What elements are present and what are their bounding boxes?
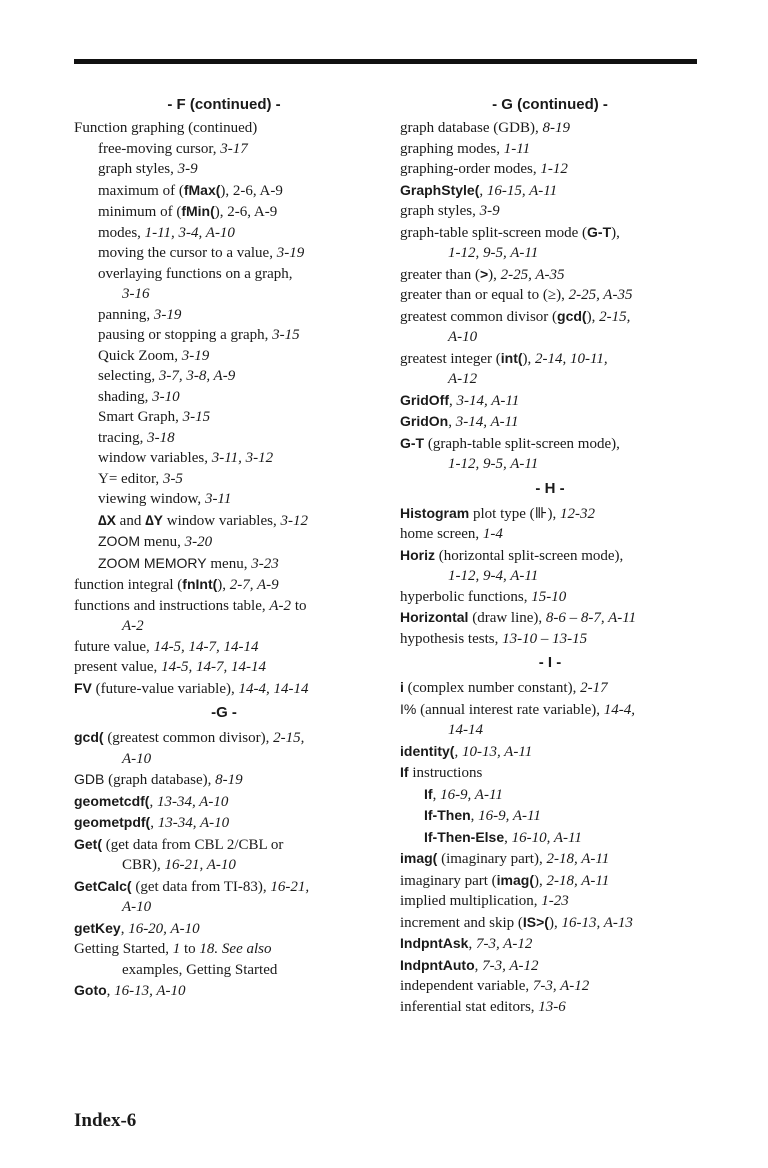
index-entry: [74, 284, 374, 305]
entry-text: functions and instructions table,: [74, 597, 270, 614]
index-entry: [400, 159, 700, 180]
page-ref: 1-23: [541, 893, 569, 909]
page-ref: 13-6: [538, 998, 566, 1015]
page-ref: 3-11: [204, 491, 232, 507]
page-ref: 3-19: [153, 306, 182, 323]
entry-text: independent variable,: [400, 978, 533, 994]
entry-text: implied multiplication,: [400, 893, 542, 909]
keyword: Horizontal: [400, 609, 469, 625]
page-ref: 14-4, 14-14: [238, 680, 309, 697]
keyword: G-T: [400, 434, 425, 451]
page-ref: 16-15, A-11: [486, 182, 558, 199]
index-entry: [74, 531, 374, 553]
index-entry: [400, 805, 700, 827]
index-entry: [400, 870, 700, 892]
entry-text: ,: [470, 808, 479, 824]
page-ref: 7-3, A-12: [532, 978, 590, 994]
entry-text: Quick Zoom,: [98, 347, 182, 364]
index-entry: [400, 390, 700, 412]
entry-text: overlaying functions on a graph,: [98, 265, 293, 282]
index-entry: [74, 201, 374, 223]
entry-text: ,: [448, 414, 456, 430]
entry-text: Y= editor,: [98, 470, 163, 487]
page-ref: 3-10: [152, 388, 180, 405]
index-list: [400, 677, 700, 1017]
entry-text: graphing-order modes,: [400, 161, 541, 177]
entry-text: greater than (: [400, 266, 480, 283]
keyword: ∆X: [98, 511, 116, 528]
page-ref: 3-12: [280, 512, 308, 529]
index-entry: [400, 997, 700, 1018]
index-entry: [400, 180, 700, 202]
entry-text: ,: [106, 983, 115, 999]
index-entry: [400, 699, 700, 721]
entry-text: (draw line),: [468, 610, 546, 626]
index-entry: [74, 876, 374, 898]
entry-text: ),: [547, 505, 561, 522]
entry-text: selecting,: [98, 368, 159, 384]
index-entry: [400, 118, 700, 139]
index-entry: [400, 784, 700, 806]
index-entry: [74, 264, 374, 285]
page-ref: 3-20: [184, 534, 213, 550]
entry-text: hypothesis tests,: [400, 630, 503, 647]
keyword: geometcdf(: [74, 792, 150, 809]
page-ref: 3-14, A-11: [456, 392, 520, 409]
entry-text: hyperbolic functions,: [400, 588, 532, 605]
index-entry: [400, 369, 700, 390]
entry-text: instructions: [408, 765, 483, 781]
index-list: [400, 118, 700, 475]
entry-text: to: [291, 597, 307, 614]
page-ref: 1-11, 3-4, A-10: [144, 224, 235, 241]
index-entry: [400, 848, 700, 870]
page-ref: 13-34, A-10: [156, 793, 229, 810]
entry-text: ,: [120, 920, 129, 937]
entry-text: greatest common divisor (: [400, 308, 558, 325]
top-rule: [74, 59, 697, 64]
page-ref: 2-15,: [599, 308, 631, 325]
left-column: [74, 94, 374, 1002]
index-entry: [74, 897, 374, 918]
keyword: int(: [500, 349, 523, 366]
entry-text: ,: [468, 936, 476, 952]
index-entry: [400, 201, 700, 222]
keyword: If-Then-Else: [424, 828, 505, 845]
entry-text: (complex number constant),: [403, 680, 581, 696]
page-ref: A-10: [448, 329, 478, 345]
keyword: Histogram: [400, 504, 470, 521]
section-heading: - I -: [538, 654, 562, 671]
entry-text: window variables,: [162, 512, 281, 529]
entry-text: greater than or equal to (≥),: [400, 287, 569, 303]
entry-text: Smart Graph,: [98, 409, 183, 425]
index-entry: [74, 223, 374, 244]
page-ref: 14-14: [448, 722, 483, 738]
entry-text: ),: [533, 872, 547, 889]
index-entry: [74, 366, 374, 387]
entry-text: ),: [522, 350, 536, 367]
keyword: IndpntAuto: [400, 956, 475, 973]
page-ref: 8-19: [542, 120, 570, 136]
index-entry: [74, 637, 374, 658]
entry-text: (get data from CBL 2/CBL or: [102, 836, 284, 853]
page-ref: 7-3, A-12: [475, 936, 533, 952]
page-ref: 8-6 – 8-7, A-11: [545, 610, 637, 626]
index-entry: [400, 741, 700, 763]
index-entry: [400, 503, 700, 525]
keyword: identity(: [400, 742, 455, 759]
page-ref: 3-15: [272, 327, 300, 343]
entry-text: (annual interest rate variable),: [416, 701, 604, 718]
section-heading: -G -: [211, 704, 237, 721]
page-ref: A-10: [122, 750, 152, 767]
entry-text: Function graphing (continued): [74, 120, 258, 136]
entry-text: ,: [474, 957, 483, 974]
entry-text: ), 2-6, A-9: [214, 204, 278, 220]
keyword: If: [400, 764, 409, 780]
entry-text: ⊪: [534, 505, 548, 522]
keyword: FV: [74, 679, 92, 696]
page-footer: Index-6: [74, 1110, 137, 1131]
index-entry: [74, 428, 374, 449]
page-ref: 16-9, A-11: [440, 786, 503, 803]
page-ref: 16-10, A-11: [511, 829, 582, 846]
page-ref: 16-20, A-10: [128, 920, 200, 937]
keyword: GridOn: [400, 413, 449, 429]
page-ref: 3-17: [220, 140, 248, 157]
page-ref: 3-19: [276, 245, 305, 261]
entry-text: graph styles,: [400, 203, 480, 219]
entry-text: (graph-table split-screen mode),: [424, 435, 620, 452]
entry-text: ,: [479, 182, 487, 199]
index-entry: [74, 657, 374, 678]
entry-text: moving the cursor to a value,: [98, 245, 277, 261]
entry-text: ,: [504, 829, 512, 846]
page-ref: 13-34, A-10: [157, 815, 230, 831]
index-entry: [400, 433, 700, 455]
keyword: GraphStyle(: [400, 181, 480, 198]
entry-text: shading,: [98, 388, 153, 405]
index-entry: [74, 769, 374, 791]
keyword: GridOff: [400, 391, 449, 408]
section-heading: - G (continued) -: [492, 96, 608, 113]
page-ref: 1: [172, 941, 181, 957]
page-ref: 10-13, A-11: [461, 743, 533, 760]
entry-text: GDB: [74, 771, 105, 787]
index-entry: [400, 955, 700, 977]
index-entry: [74, 749, 374, 770]
index-entry: [74, 791, 374, 813]
index-entry: [74, 139, 374, 160]
page-ref: 16-9, A-11: [478, 808, 541, 824]
keyword: imag(: [496, 871, 534, 888]
index-entry: [74, 727, 374, 749]
index-entry: [74, 243, 374, 264]
entry-text: present value,: [74, 659, 162, 675]
keyword: fnInt(: [182, 576, 218, 592]
entry-text: ZOOM MEMORY: [98, 554, 207, 571]
index-entry: [74, 407, 374, 428]
keyword: GetCalc(: [74, 877, 132, 894]
keyword: gcd(: [74, 729, 104, 745]
index-entry: [400, 587, 700, 608]
page-ref: 14-4,: [603, 701, 635, 718]
page-ref: 2-25, A-35: [500, 266, 565, 283]
index-entry: [400, 827, 700, 849]
index-entry: [400, 566, 700, 587]
index-entry: [400, 607, 700, 629]
entry-text: (future-value variable),: [91, 680, 239, 697]
entry-text: to: [180, 941, 200, 957]
entry-text: (get data from TI-83),: [131, 878, 271, 895]
entry-text: ),: [611, 224, 620, 241]
page-ref: 3-11, 3-12: [211, 450, 274, 466]
page-ref: A-2: [122, 618, 144, 634]
page-ref: A-12: [448, 371, 478, 387]
entry-text: greatest integer (: [400, 350, 501, 367]
index-entry: [74, 574, 374, 596]
entry-text: ),: [586, 308, 600, 325]
index-entry: [400, 933, 700, 955]
section-heading: - H -: [535, 479, 565, 497]
index-entry: [74, 489, 374, 510]
entry-text: ),: [488, 266, 501, 283]
entry-text: I%: [400, 700, 417, 717]
index-entry: [74, 855, 374, 876]
index-entry: [74, 325, 374, 346]
index-entry: [74, 159, 374, 180]
page-ref: 3-7, 3-8, A-9: [158, 368, 236, 384]
index-entry: [400, 720, 700, 741]
entry-text: graph-table split-screen mode (: [400, 224, 588, 241]
keyword: fMax(: [183, 181, 221, 198]
index-entry: [400, 327, 700, 348]
index-entry: [400, 976, 700, 997]
page-ref: 3-15: [182, 409, 211, 425]
page-ref: A-10: [122, 899, 152, 915]
entry-text: Getting Started,: [74, 941, 173, 957]
page-ref: 2-14, 10-11,: [535, 350, 608, 367]
index-entry: [400, 222, 700, 244]
page-ref: 14-5, 14-7, 14-14: [153, 638, 259, 655]
index-entry: [400, 243, 700, 264]
index-entry: [400, 139, 700, 160]
page-ref: 2-7, A-9: [229, 577, 279, 593]
index-entry: [74, 596, 374, 617]
index-entry: [74, 939, 374, 960]
keyword: gcd(: [557, 307, 587, 324]
index-entry: [74, 448, 374, 469]
entry-text: function integral (: [74, 577, 183, 593]
keyword: G-T: [587, 223, 612, 240]
entry-text: ZOOM: [98, 533, 140, 549]
page-ref: 3-23: [251, 555, 279, 572]
right-column: [400, 94, 700, 1017]
page-ref: 3-14, A-11: [455, 414, 519, 430]
page-ref: 16-13, A-13: [561, 914, 633, 931]
page-ref: 16-21, A-10: [164, 857, 236, 873]
index-entry: [74, 387, 374, 408]
keyword: Get(: [74, 835, 102, 852]
index-entry: [74, 960, 374, 981]
entry-text: graphing modes,: [400, 140, 504, 157]
page-ref: 1-4: [482, 526, 503, 542]
entry-text: ,: [449, 392, 457, 409]
entry-text: free-moving cursor,: [98, 140, 221, 157]
index-entry: [400, 524, 700, 545]
page-ref: 18. See also: [199, 941, 272, 957]
page-ref: 3-19: [181, 347, 210, 364]
entry-text: ), 2-6, A-9: [220, 182, 283, 199]
entry-text: ,: [149, 793, 157, 810]
page-ref: 2-18, A-11: [546, 851, 610, 867]
index-entry: [74, 918, 374, 940]
keyword: geometpdf(: [74, 814, 151, 830]
keyword: ∆Y: [145, 511, 163, 528]
entry-text: examples, Getting Started: [122, 961, 278, 978]
keyword: fMin(: [181, 203, 215, 219]
page-ref: 1-12, 9-5, A-11: [448, 456, 539, 472]
page-ref: 1-11: [503, 140, 531, 157]
entry-text: imaginary part (: [400, 872, 497, 889]
page-ref: 1-12, 9-4, A-11: [448, 568, 539, 584]
page-ref: 1-12, 9-5, A-11: [448, 245, 539, 261]
entry-text: maximum of (: [98, 182, 184, 199]
entry-text: ,: [454, 743, 462, 760]
entry-text: (imaginary part),: [437, 851, 547, 867]
page-ref: 14-5, 14-7, 14-14: [161, 659, 267, 675]
page-ref: 3-5: [162, 470, 183, 487]
index-entry: [400, 454, 700, 475]
page-ref: 8-19: [215, 772, 243, 788]
keyword: >: [479, 265, 489, 282]
keyword: IS>(: [522, 913, 549, 930]
keyword: If-Then: [424, 807, 471, 823]
keyword: IndpntAsk: [400, 935, 469, 951]
entry-text: (greatest common divisor),: [103, 730, 274, 746]
entry-text: ,: [432, 786, 441, 803]
index-entry: [74, 346, 374, 367]
index-entry: [400, 306, 700, 328]
entry-text: panning,: [98, 306, 154, 323]
page-ref: 12-32: [560, 505, 596, 522]
page-ref: 3-9: [479, 203, 500, 219]
page-ref: 3-16: [122, 286, 150, 302]
entry-text: minimum of (: [98, 204, 182, 220]
index-entry: [400, 629, 700, 650]
page-ref: 15-10: [531, 588, 567, 605]
entry-text: viewing window,: [98, 491, 205, 507]
index-entry: [400, 264, 700, 286]
page-ref: 1-12: [540, 161, 568, 177]
index-list: [400, 503, 700, 650]
page-ref: A-2: [269, 597, 292, 614]
index-entry: [400, 891, 700, 912]
keyword: getKey: [74, 919, 121, 936]
entry-text: graph styles,: [98, 161, 178, 177]
index-entry: [400, 677, 700, 699]
entry-text: ,: [150, 815, 158, 831]
index-entry: [74, 616, 374, 637]
index-entry: [74, 305, 374, 326]
keyword: i: [400, 679, 404, 695]
entry-text: (graph database),: [104, 772, 216, 788]
entry-text: inferential stat editors,: [400, 998, 539, 1015]
entry-text: increment and skip (: [400, 914, 523, 931]
index-entry: [74, 180, 374, 202]
entry-text: graph database (GDB),: [400, 120, 543, 136]
entry-text: plot type (: [469, 505, 535, 522]
entry-text: CBR),: [122, 857, 165, 873]
index-entry: [74, 980, 374, 1002]
entry-text: modes,: [98, 224, 145, 241]
index-entry: [74, 553, 374, 575]
index-entry: [400, 348, 700, 370]
index-entry: [400, 411, 700, 433]
entry-text: and: [115, 512, 146, 529]
entry-text: (horizontal split-screen mode),: [435, 547, 624, 564]
page-ref: 2-18, A-11: [546, 872, 610, 889]
page-ref: 2-15,: [273, 730, 305, 746]
page-ref: 3-18: [147, 429, 175, 446]
entry-text: ),: [217, 577, 230, 593]
section-heading: - F (continued) -: [167, 96, 281, 113]
index-entry: [74, 812, 374, 834]
index-list: [74, 118, 374, 699]
page-ref: 2-25, A-35: [568, 287, 633, 303]
index-entry: [400, 762, 700, 784]
index-entry: [400, 545, 700, 567]
entry-text: window variables,: [98, 450, 212, 466]
entry-text: ),: [548, 914, 562, 931]
page-ref: 7-3, A-12: [482, 957, 539, 974]
index-list: [74, 727, 374, 1002]
index-entry: [74, 469, 374, 490]
index-entry: [400, 285, 700, 306]
keyword: Horiz: [400, 546, 435, 563]
page-ref: 16-21,: [270, 878, 310, 895]
page-ref: 3-9: [177, 161, 198, 177]
keyword: If: [424, 785, 433, 802]
page-ref: 13-10 – 13-15: [502, 630, 588, 647]
entry-text: pausing or stopping a graph,: [98, 327, 273, 343]
entry-text: home screen,: [400, 526, 483, 542]
entry-text: menu,: [206, 555, 252, 572]
entry-text: tracing,: [98, 429, 148, 446]
index-entry: [74, 678, 374, 700]
index-entry: [400, 912, 700, 934]
keyword: imag(: [400, 850, 438, 866]
page-ref: 2-17: [580, 680, 608, 696]
index-entry: [74, 510, 374, 532]
index-entry: [74, 118, 374, 139]
entry-text: future value,: [74, 638, 154, 655]
entry-text: menu,: [140, 534, 185, 550]
index-entry: [74, 834, 374, 856]
page-ref: 16-13, A-10: [114, 983, 186, 999]
keyword: Goto: [74, 982, 107, 998]
